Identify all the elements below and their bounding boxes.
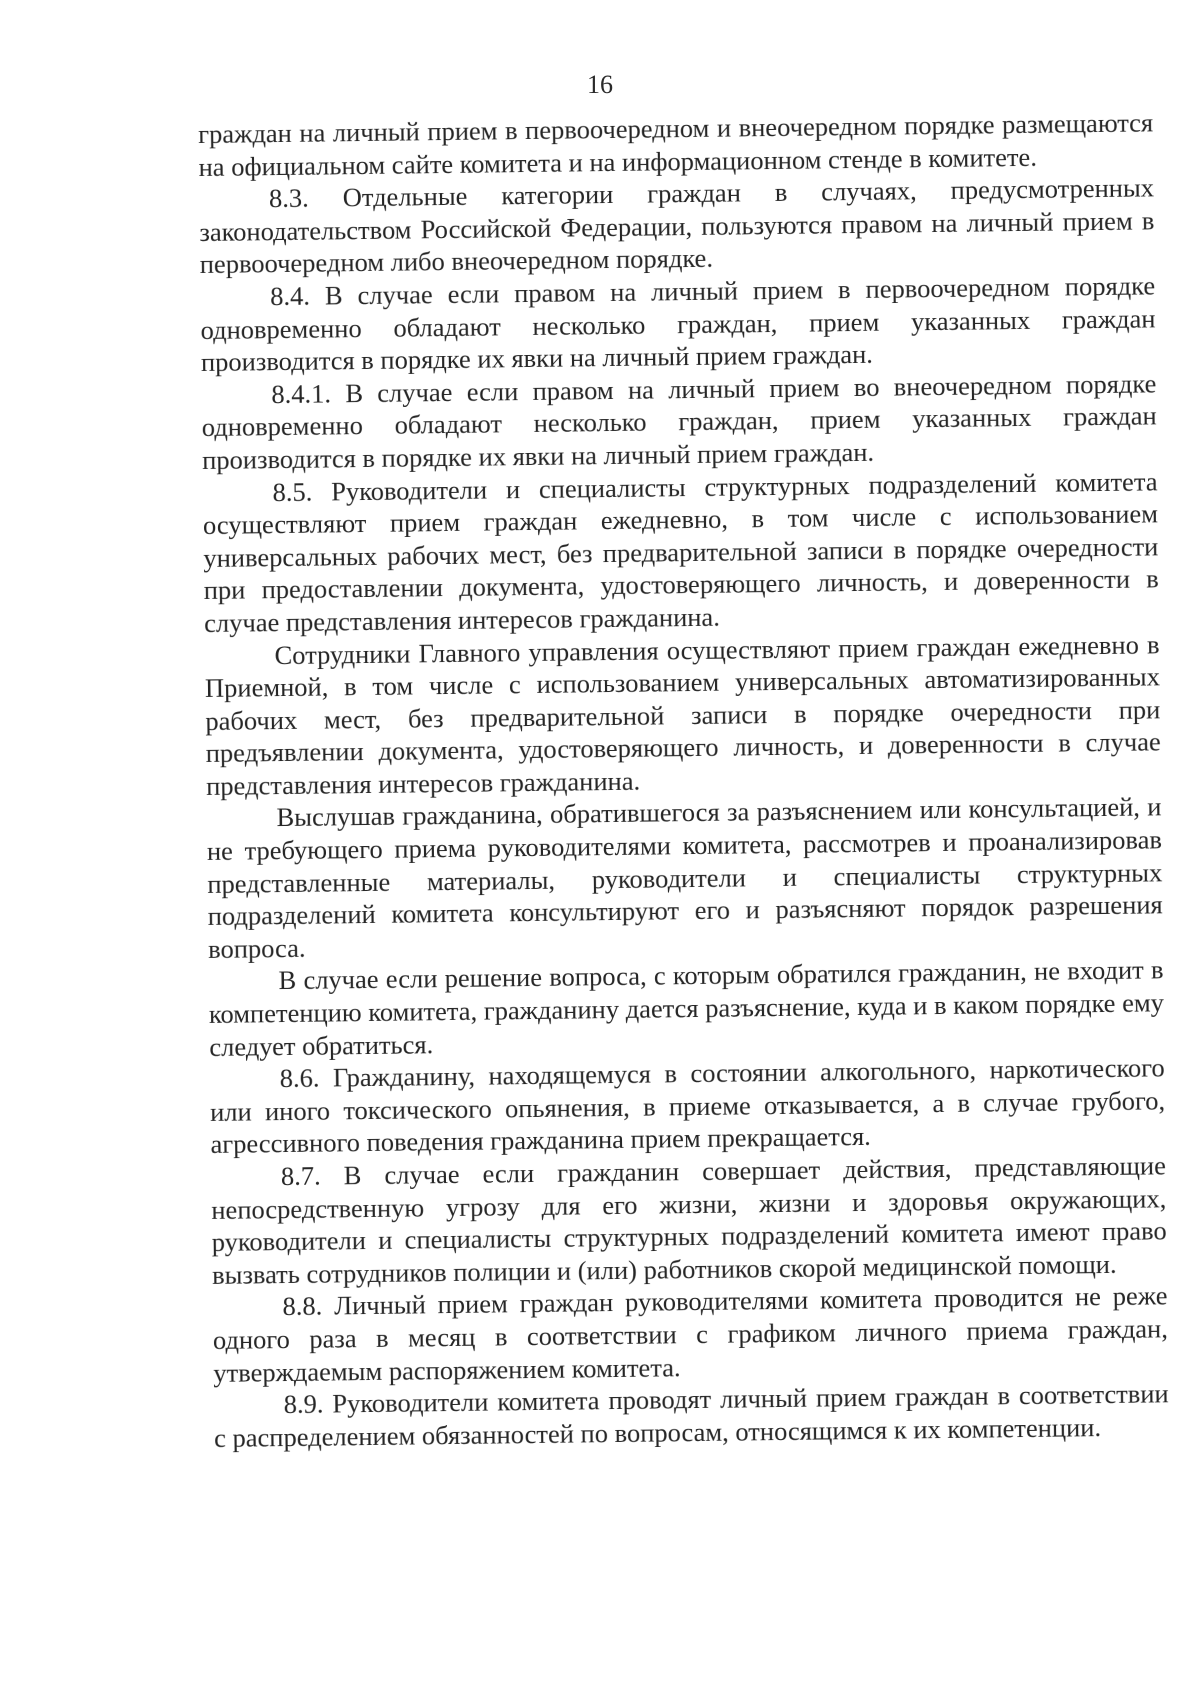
paragraph-8-3: 8.3. Отдельные категории граждан в случаях, предусмотренных законодательством Российской Федерации, пользуются правом на личный прием в первоочередном либо внеочередном порядке. — [199, 172, 1155, 280]
paragraph-8-4: 8.4. В случае если правом на личный прием в первоочередном порядке одновременно обладают несколько граждан, прием указанных граждан производится в порядке их явки на личный прием граждан. — [200, 270, 1156, 378]
paragraph-8-9: 8.9. Руководители комитета проводят личный прием граждан в соответствии с распределением обязанностей по вопросам, относящимся к их компетенции. — [213, 1378, 1169, 1453]
page-number: 16 — [587, 70, 613, 99]
document-body — [198, 106, 1169, 1454]
paragraph-8-4-1: 8.4.1. В случае если правом на личный прием во внеочередном порядке одновременно обладают несколько граждан, прием указанных граждан производится в порядке их явки на личный прием граждан. — [201, 368, 1157, 475]
paragraph-consultation: Выслушав гражданина, обратившегося за разъяснением или консультацией, и не требующего приема руководителями комитета, рассмотрев и проанализировав представленные материалы, руководители и специалисты структурных подразделений комитета консультируют его и разъясняют порядок разрешения вопроса. — [206, 791, 1163, 964]
paragraph-continuation: граждан на личный прием в первоочередном и внеочередном порядке размещаются на официальном сайте комитета и на информационном стенде в комитете. — [198, 107, 1154, 182]
paragraph-competence: В случае если решение вопроса, с которым обратился гражданин, не входит в компетенцию комитета, гражданину дается разъяснение, куда и в каком порядке ему следует обратиться. — [208, 954, 1165, 1062]
paragraph-8-5: 8.5. Руководители и специалисты структурных подразделений комитета осуществляют прием граждан ежедневно, в том числе с использованием универсальных рабочих мест, без предварительной записи в порядке очередности при предоставлении документа, удостоверяющего личность, и доверенности в случае представления интересов гражданина. — [202, 465, 1159, 638]
paragraph-8-6: 8.6. Гражданину, находящемуся в состоянии алкогольного, наркотического или иного токсического опьянения, в приеме отказывается, а в случае грубого, агрессивного поведения гражданина прием прекращается. — [209, 1052, 1166, 1160]
paragraph-8-7: 8.7. В случае если гражданин совершает действия, представляющие непосредственную угрозу для его жизни, жизни и здоровья окружающих, руководители и специалисты структурных подразделений комитета имеют право вызвать сотрудников полиции и (или) работников скорой медицинской помощи. — [211, 1150, 1167, 1290]
paragraph-main-directorate: Сотрудники Главного управления осуществляют прием граждан ежедневно в Приемной, в том числе с использованием универсальных автоматизированных рабочих мест, без предварительной записи в порядке очередности при предъявлении документа, удостоверяющего личность, и доверенности в случае представления интересов гражданина. — [204, 628, 1161, 801]
paragraph-8-8: 8.8. Личный прием граждан руководителями комитета проводится не реже одного раза в месяц в соответствии с графиком личного приема граждан, утверждаемым распоряжением комитета. — [212, 1280, 1169, 1388]
